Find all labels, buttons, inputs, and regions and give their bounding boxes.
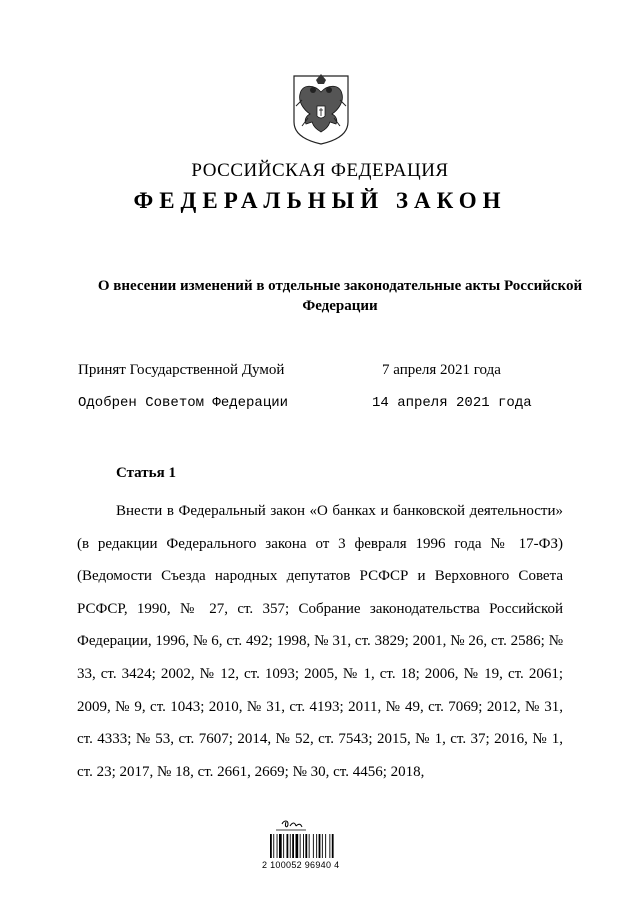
barcode-number: 2 100052 96940 4	[262, 860, 340, 870]
duma-adoption-date: 7 апреля 2021 года	[382, 362, 501, 378]
council-approval-label: Одобрен Советом Федерации	[78, 395, 289, 411]
barcode-stamp	[266, 818, 352, 880]
duma-adoption-label: Принят Государственной Думой	[78, 362, 285, 378]
council-approval-date: 14 апреля 2021 года	[372, 395, 532, 411]
country-name: РОССИЙСКАЯ ФЕДЕРАЦИЯ	[191, 160, 449, 181]
law-type-heading: ФЕДЕРАЛЬНЫЙ ЗАКОН	[133, 188, 507, 213]
barcode-icon	[270, 834, 334, 858]
article-body-text: Внести в Федеральный закон «О банках и банковской деятельности» (в редакции Федерального закона от 3 февраля 1996 года № 17-ФЗ) (Ведомости Съезда народных депутатов РСФСР и Верховного Совета РСФСР, 1990, № 27, ст. 357; Собрание законодательства Российской Федерации, 1996, № 6, ст. 492; 1998, № 31, ст. 3829; 2001, № 26, ст. 2586; № 33, ст. 3424; 2002, № 12, ст. 1093; 2005, № 1, ст. 18; 2006, № 19, ст. 2061; 2009, № 9, ст. 1043; 2010, № 31, ст. 4193; 2011, № 49, ст. 7069; 2012, № 31, ст. 4333; № 53, ст. 7607; 2014, № 52, ст. 7543; 2015, № 1, ст. 37; 2016, № 1, ст. 23; 2017, № 18, ст. 2661, 2669; № 30, ст. 4456; 2018,	[77, 503, 563, 780]
coat-of-arms-emblem	[288, 70, 354, 146]
law-title: О внесении изменений в отдельные законодательные акты Российской Федерации	[97, 278, 583, 314]
article-heading: Статья 1	[116, 465, 176, 481]
